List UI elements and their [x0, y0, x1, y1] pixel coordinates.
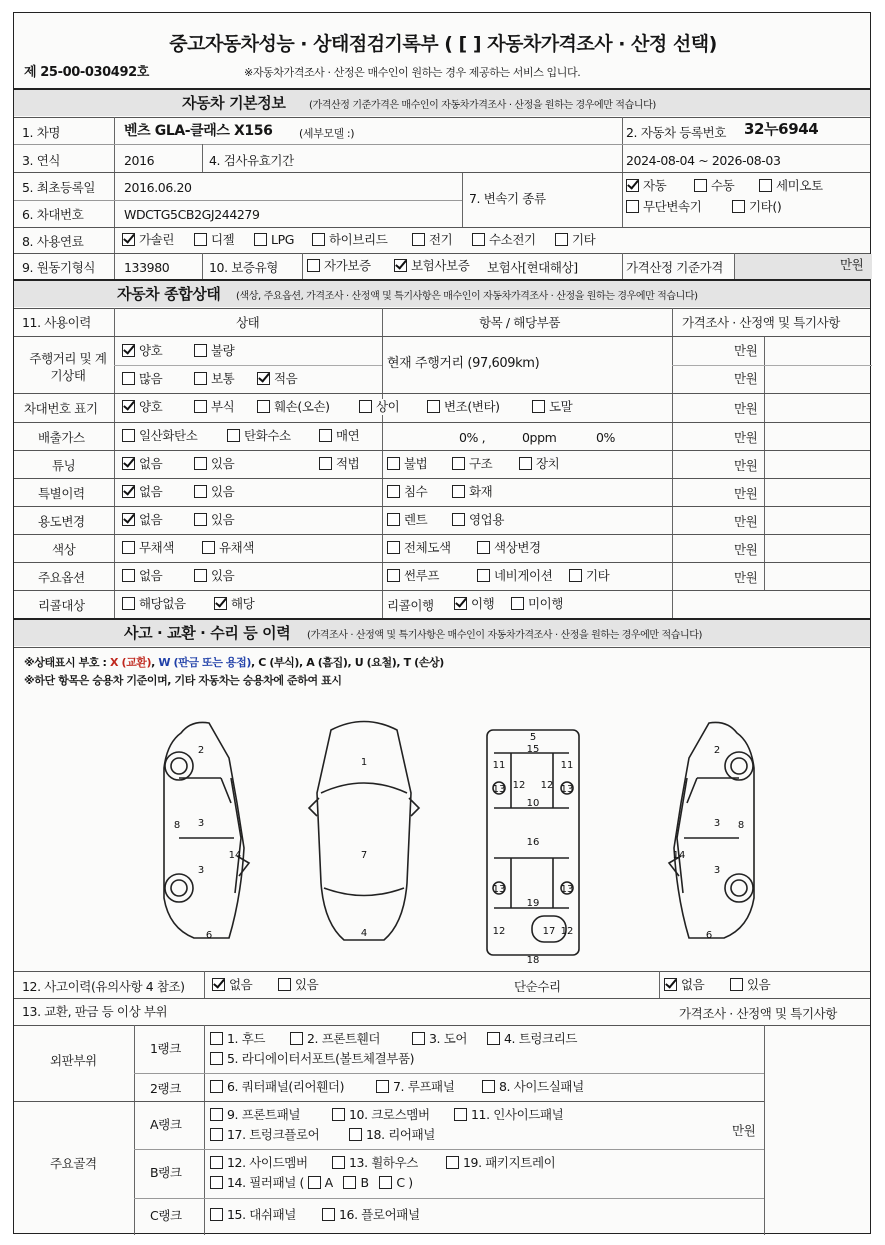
checkbox-icon[interactable]	[194, 372, 207, 385]
usage-exists[interactable]: 있음	[194, 512, 234, 528]
checkbox-icon[interactable]	[555, 233, 568, 246]
diagram-num: 8	[173, 820, 181, 831]
col-state: 상태	[236, 315, 260, 330]
trans-semi-auto[interactable]: 세미오토	[759, 178, 823, 194]
diagram-num: 1	[360, 757, 368, 768]
checkbox-icon[interactable]	[308, 1176, 321, 1189]
warranty-self[interactable]: 자가보증	[307, 258, 371, 274]
simple-repair-exists[interactable]: 있음	[730, 977, 770, 993]
accident-none[interactable]: 없음	[212, 977, 252, 993]
section-repair-note: (가격조사 · 산정액 및 특기사항은 매수인이 자동차가격조사 · 산정을 원하는 경우에만 적습니다)	[307, 630, 703, 641]
checkbox-checked-icon[interactable]	[394, 259, 407, 272]
part-radiator-support[interactable]: 5. 라디에이터서포트(볼트체결부품)	[210, 1051, 414, 1067]
recall-label: 리콜대상	[38, 598, 85, 613]
diagram-num: 15	[526, 744, 540, 755]
diagram-num: 17	[542, 926, 556, 937]
usage-business[interactable]: 영업용	[452, 512, 504, 528]
simple-repair-none[interactable]: 없음	[664, 977, 704, 993]
price-unit: 만원	[734, 371, 758, 386]
checkbox-icon[interactable]	[343, 1176, 356, 1189]
checkbox-icon[interactable]	[454, 1108, 467, 1121]
options-sunroof[interactable]: 썬루프	[387, 568, 439, 584]
checkbox-icon[interactable]	[387, 569, 400, 582]
checkbox-checked-icon[interactable]	[122, 485, 135, 498]
checkbox-icon[interactable]	[194, 344, 207, 357]
label-base-price: 가격산정 기준가격	[626, 260, 723, 275]
mileage-good[interactable]: 양호	[122, 343, 162, 359]
checkbox-icon[interactable]	[122, 372, 135, 385]
checkbox-checked-icon[interactable]	[257, 372, 270, 385]
diagram-num: 13	[560, 884, 574, 895]
fuel-gasoline[interactable]: 가솔린	[122, 232, 174, 248]
service-notice: ※자동차가격조사 · 산정은 매수인이 원하는 경우 제공하는 서비스 입니다.	[244, 66, 581, 79]
checkbox-checked-icon[interactable]	[122, 400, 135, 413]
checkbox-icon[interactable]	[210, 1052, 223, 1065]
checkbox-icon[interactable]	[332, 1108, 345, 1121]
part-side-member[interactable]: 12. 사이드멤버	[210, 1155, 308, 1171]
col-item: 항목 / 해당부품	[479, 315, 561, 330]
fuel-electric[interactable]: 전기	[412, 232, 452, 248]
fuel-hydrogen[interactable]: 수소전기	[472, 232, 536, 248]
outer-panel-label: 외판부위	[50, 1053, 97, 1068]
checkbox-icon[interactable]	[387, 485, 400, 498]
label-year: 3. 연식	[22, 153, 61, 168]
tuning-exists[interactable]: 있음	[194, 456, 234, 472]
checkbox-icon[interactable]	[532, 400, 545, 413]
part-door[interactable]: 3. 도어	[412, 1031, 467, 1047]
checkbox-icon[interactable]	[349, 1128, 362, 1141]
checkbox-checked-icon[interactable]	[122, 344, 135, 357]
color-label: 색상	[52, 542, 76, 557]
rankB-label: B랭크	[150, 1165, 182, 1180]
checkbox-icon[interactable]	[290, 1032, 303, 1045]
part-dash-panel[interactable]: 15. 대쉬패널	[210, 1207, 296, 1223]
page-title: 중고자동차성능 · 상태점검기록부 ( [ ] 자동차가격조사 · 산정 선택)	[169, 33, 717, 55]
checkbox-icon[interactable]	[732, 200, 745, 213]
checkbox-icon[interactable]	[569, 569, 582, 582]
current-mileage: 현재 주행거리 (97,609km)	[387, 356, 540, 371]
status-legend: ※상태표시 부호 : X (교환), W (판금 또는 용접), C (부식), A (흠집), U (요철), T (손상)	[24, 656, 444, 669]
diagram-num: 6	[705, 930, 713, 941]
label-fuel: 8. 사용연료	[22, 234, 84, 249]
rank2-label: 2랭크	[150, 1081, 181, 1096]
recall-not-done[interactable]: 미이행	[511, 596, 563, 612]
checkbox-checked-icon[interactable]	[122, 457, 135, 470]
checkbox-checked-icon[interactable]	[122, 233, 135, 246]
mileage-low[interactable]: 적음	[257, 371, 297, 387]
recall-not-applicable[interactable]: 해당없음	[122, 596, 186, 612]
part-front-panel[interactable]: 9. 프론트패널	[210, 1107, 300, 1123]
checkbox-checked-icon[interactable]	[214, 597, 227, 610]
col-price: 가격조사 · 산정액 및 특기사항	[682, 315, 840, 330]
checkbox-checked-icon[interactable]	[626, 179, 639, 192]
mileage-many[interactable]: 많음	[122, 371, 162, 387]
checkbox-icon[interactable]	[254, 233, 267, 246]
diagram-num: 10	[526, 798, 540, 809]
diagram-num: 11	[560, 760, 574, 771]
section-repair-title: 사고 · 교환 · 수리 등 이력	[124, 624, 291, 642]
price-unit: 만원	[734, 430, 758, 445]
accident-history-label: 12. 사고이력(유의사항 4 참조)	[22, 979, 185, 994]
section-basic-title: 자동차 기본정보	[182, 94, 286, 112]
legend-note: ※하단 항목은 승용차 기준이며, 기타 자동차는 승용차에 준하여 표시	[24, 674, 342, 687]
rankA-label: A랭크	[150, 1117, 182, 1132]
checkbox-icon[interactable]	[122, 541, 135, 554]
emission-co-value: 0% ,	[459, 430, 486, 445]
vin-mark-label: 차대번호 표기	[24, 401, 98, 416]
part-hood[interactable]: 1. 후드	[210, 1031, 265, 1047]
checkbox-icon[interactable]	[278, 978, 291, 991]
emission-hc-value: 0ppm	[522, 430, 557, 445]
part-package-tray[interactable]: 19. 패키지트레이	[446, 1155, 555, 1171]
checkbox-icon[interactable]	[477, 541, 490, 554]
diagram-num: 3	[713, 818, 721, 829]
label-engine: 9. 원동기형식	[22, 260, 96, 275]
vin: WDCTG5CB2GJ244279	[124, 207, 260, 222]
part-quarter-panel[interactable]: 6. 쿼터패널(리어휀더)	[210, 1079, 344, 1095]
options-other[interactable]: 기타	[569, 568, 609, 584]
diagram-num: 13	[492, 784, 506, 795]
checkbox-icon[interactable]	[487, 1032, 500, 1045]
part-rear-panel[interactable]: 18. 리어패널	[349, 1127, 435, 1143]
special-flood[interactable]: 침수	[387, 484, 427, 500]
checkbox-checked-icon[interactable]	[664, 978, 677, 991]
checkbox-icon[interactable]	[210, 1080, 223, 1093]
tuning-illegal[interactable]: 불법	[387, 456, 427, 472]
checkbox-icon[interactable]	[359, 400, 372, 413]
mileage-label: 주행거리 및 계기상태	[29, 351, 107, 383]
trans-cvt[interactable]: 무단변속기	[626, 199, 701, 215]
checkbox-icon[interactable]	[194, 233, 207, 246]
label-warranty: 10. 보증유형	[209, 260, 278, 275]
inspection-record-sheet	[13, 12, 871, 1234]
vin-mark-corrosion[interactable]: 부식	[194, 399, 234, 415]
checkbox-icon[interactable]	[412, 1032, 425, 1045]
checkbox-icon[interactable]	[122, 429, 135, 442]
diagram-num: 14	[672, 850, 686, 861]
diagram-num: 12	[540, 780, 554, 791]
checkbox-icon[interactable]	[477, 569, 490, 582]
checkbox-icon[interactable]	[412, 233, 425, 246]
checkbox-icon[interactable]	[482, 1080, 495, 1093]
special-exists[interactable]: 있음	[194, 484, 234, 500]
diagram-num: 13	[560, 784, 574, 795]
checkbox-icon[interactable]	[202, 541, 215, 554]
tuning-none[interactable]: 없음	[122, 456, 162, 472]
frame-label: 주요골격	[50, 1156, 97, 1171]
checkbox-icon[interactable]	[194, 457, 207, 470]
checkbox-icon[interactable]	[427, 400, 440, 413]
color-full-paint[interactable]: 전체도색	[387, 540, 451, 556]
checkbox-icon[interactable]	[194, 569, 207, 582]
checkbox-icon[interactable]	[210, 1108, 223, 1121]
section-overall-title: 자동차 종합상태	[117, 285, 221, 303]
inspection-period: 2024-08-04 ~ 2026-08-03	[626, 153, 781, 168]
fuel-other[interactable]: 기타	[555, 232, 595, 248]
color-achromatic[interactable]: 무채색	[122, 540, 174, 556]
checkbox-icon[interactable]	[519, 457, 532, 470]
recall-done-label: 리콜이행	[387, 598, 434, 613]
diagram-num: 8	[737, 820, 745, 831]
rank1-label: 1랭크	[150, 1041, 181, 1056]
accident-exists[interactable]: 있음	[278, 977, 318, 993]
mileage-normal[interactable]: 보통	[194, 371, 234, 387]
car-name: 벤츠 GLA-클래스 X156	[124, 123, 273, 139]
price-unit: 만원	[734, 486, 758, 501]
diagram-num: 12	[492, 926, 506, 937]
checkbox-icon[interactable]	[322, 1208, 335, 1221]
diagram-num: 14	[228, 850, 242, 861]
part-floor-panel[interactable]: 16. 플로어패널	[322, 1207, 420, 1223]
diagram-num: 16	[526, 837, 540, 848]
diagram-num: 12	[560, 926, 574, 937]
trans-auto[interactable]: 자동	[626, 178, 666, 194]
checkbox-icon[interactable]	[387, 457, 400, 470]
vin-mark-damaged[interactable]: 훼손(오손)	[257, 399, 330, 415]
usage-rent[interactable]: 렌트	[387, 512, 427, 528]
checkbox-icon[interactable]	[194, 400, 207, 413]
diagram-num: 19	[526, 898, 540, 909]
checkbox-icon[interactable]	[210, 1208, 223, 1221]
insurer-name: 보험사[현대해상]	[487, 260, 578, 275]
recall-done[interactable]: 이행	[454, 596, 494, 612]
label-transmission: 7. 변속기 종류	[469, 191, 546, 206]
price-unit: 만원	[734, 458, 758, 473]
diagram-num: 3	[713, 865, 721, 876]
diagram-num: 18	[526, 955, 540, 963]
fuel-diesel[interactable]: 디젤	[194, 232, 234, 248]
checkbox-icon[interactable]	[312, 233, 325, 246]
diagram-num: 2	[713, 745, 721, 756]
reg-no: 32누6944	[744, 120, 819, 138]
checkbox-icon[interactable]	[626, 200, 639, 213]
section-basic-note: (가격산정 기준가격은 매수인이 자동차가격조사 · 산정을 원하는 경우에만 적습니다)	[309, 100, 656, 111]
part-cross-member[interactable]: 10. 크로스멤버	[332, 1107, 430, 1123]
checkbox-icon[interactable]	[452, 513, 465, 526]
col-history: 11. 사용이력	[22, 315, 91, 330]
checkbox-checked-icon[interactable]	[454, 597, 467, 610]
checkbox-icon[interactable]	[194, 485, 207, 498]
checkbox-icon[interactable]	[452, 485, 465, 498]
checkbox-icon[interactable]	[730, 978, 743, 991]
checkbox-icon[interactable]	[387, 513, 400, 526]
checkbox-icon[interactable]	[257, 400, 270, 413]
diagram-num: 13	[492, 884, 506, 895]
mileage-bad[interactable]: 불량	[194, 343, 234, 359]
checkbox-icon[interactable]	[452, 457, 465, 470]
vin-mark-altered[interactable]: 변조(변타)	[427, 399, 500, 415]
checkbox-icon[interactable]	[472, 233, 485, 246]
options-none[interactable]: 없음	[122, 568, 162, 584]
main-options-label: 주요옵션	[38, 570, 85, 585]
year: 2016	[124, 153, 155, 168]
part-wheel-house[interactable]: 13. 휠하우스	[332, 1155, 418, 1171]
first-reg-date: 2016.06.20	[124, 180, 192, 195]
part-inside-panel[interactable]: 11. 인사이드패널	[454, 1107, 563, 1123]
simple-repair-label: 단순수리	[514, 979, 561, 994]
base-price-unit: 만원	[840, 257, 864, 272]
label-inspection-period: 4. 검사유효기간	[209, 153, 294, 168]
checkbox-icon[interactable]	[319, 457, 332, 470]
rankC-label: C랭크	[150, 1208, 182, 1223]
parts-label: 13. 교환, 판금 등 이상 부위	[22, 1004, 168, 1019]
part-trunk-lid[interactable]: 4. 트렁크리드	[487, 1031, 577, 1047]
options-exists[interactable]: 있음	[194, 568, 234, 584]
part-front-fender[interactable]: 2. 프론트휀더	[290, 1031, 380, 1047]
warranty-insurer[interactable]: 보험사보증	[394, 258, 469, 274]
section-overall-note: (색상, 주요옵션, 가격조사 · 산정액 및 특기사항은 매수인이 자동차가격조사 · 산정을 원하는 경우에만 적습니다)	[236, 291, 698, 302]
diagram-num: 11	[492, 760, 506, 771]
part-trunk-floor[interactable]: 17. 트렁크플로어	[210, 1127, 319, 1143]
document-number: 제 25-00-030492호	[24, 65, 149, 80]
checkbox-icon[interactable]	[194, 513, 207, 526]
special-fire[interactable]: 화재	[452, 484, 492, 500]
checkbox-checked-icon[interactable]	[212, 978, 225, 991]
checkbox-icon[interactable]	[210, 1156, 223, 1169]
trans-other[interactable]: 기타()	[732, 199, 781, 215]
engine-type: 133980	[124, 260, 170, 275]
car-diagram	[149, 708, 769, 963]
checkbox-icon[interactable]	[387, 541, 400, 554]
label-first-reg: 5. 최초등록일	[22, 180, 96, 195]
emission-co[interactable]: 일산화탄소	[122, 428, 197, 444]
special-history-label: 특별이력	[38, 486, 85, 501]
price-unit: 만원	[734, 343, 758, 358]
checkbox-icon[interactable]	[379, 1176, 392, 1189]
checkbox-icon[interactable]	[210, 1032, 223, 1045]
price-unit: 만원	[734, 542, 758, 557]
checkbox-icon[interactable]	[332, 1156, 345, 1169]
checkbox-icon[interactable]	[122, 569, 135, 582]
tuning-device[interactable]: 장치	[519, 456, 559, 472]
fuel-hybrid[interactable]: 하이브리드	[312, 232, 387, 248]
part-side-sill[interactable]: 8. 사이드실패널	[482, 1079, 584, 1095]
checkbox-icon[interactable]	[446, 1156, 459, 1169]
checkbox-icon[interactable]	[210, 1176, 223, 1189]
options-navigation[interactable]: 네비게이션	[477, 568, 552, 584]
diagram-num: 3	[197, 818, 205, 829]
emission-label: 배출가스	[38, 430, 85, 445]
diagram-num: 7	[360, 850, 368, 861]
parts-price-label: 가격조사 · 산정액 및 특기사항	[679, 1006, 837, 1021]
price-unit: 만원	[734, 570, 758, 585]
tuning-structure[interactable]: 구조	[452, 456, 492, 472]
fuel-lpg[interactable]: LPG	[254, 232, 294, 248]
checkbox-icon[interactable]	[227, 429, 240, 442]
checkbox-icon[interactable]	[122, 597, 135, 610]
checkbox-icon[interactable]	[511, 597, 524, 610]
label-car-name: 1. 차명	[22, 125, 61, 140]
checkbox-icon[interactable]	[376, 1080, 389, 1093]
checkbox-checked-icon[interactable]	[122, 513, 135, 526]
checkbox-icon[interactable]	[307, 259, 320, 272]
color-chromatic[interactable]: 유채색	[202, 540, 254, 556]
checkbox-icon[interactable]	[694, 179, 707, 192]
emission-smoke-value: 0%	[596, 430, 616, 445]
color-changed[interactable]: 색상변경	[477, 540, 541, 556]
diagram-num: 2	[197, 745, 205, 756]
emission-smoke[interactable]: 매연	[319, 428, 359, 444]
diagram-num: 4	[360, 928, 368, 939]
tuning-legal[interactable]: 적법	[319, 456, 359, 472]
checkbox-icon[interactable]	[759, 179, 772, 192]
diagram-num: 6	[205, 930, 213, 941]
diagram-num: 12	[512, 780, 526, 791]
price-unit: 만원	[734, 401, 758, 416]
label-vin: 6. 차대번호	[22, 207, 84, 222]
tuning-label: 튜닝	[52, 458, 76, 473]
part-roof-panel[interactable]: 7. 루프패널	[376, 1079, 454, 1095]
label-reg-no: 2. 자동차 등록번호	[626, 125, 726, 140]
car-name-note: (세부모델 :)	[299, 127, 355, 140]
trans-manual[interactable]: 수동	[694, 178, 734, 194]
diagram-num: 3	[197, 865, 205, 876]
checkbox-icon[interactable]	[319, 429, 332, 442]
vin-mark-mismatch[interactable]: 상이	[359, 399, 399, 415]
usage-none[interactable]: 없음	[122, 512, 162, 528]
vin-mark-painted[interactable]: 도말	[532, 399, 572, 415]
checkbox-icon[interactable]	[210, 1128, 223, 1141]
vin-mark-good[interactable]: 양호	[122, 399, 162, 415]
price-unit: 만원	[734, 514, 758, 529]
usage-change-label: 용도변경	[38, 514, 85, 529]
part-pillar-panel[interactable]: 14. 필러패널 ( A B C )	[210, 1175, 413, 1191]
diagram-num: 5	[529, 732, 537, 743]
parts-price-unit: 만원	[732, 1123, 756, 1138]
recall-applicable[interactable]: 해당	[214, 596, 254, 612]
special-none[interactable]: 없음	[122, 484, 162, 500]
emission-hc[interactable]: 탄화수소	[227, 428, 291, 444]
